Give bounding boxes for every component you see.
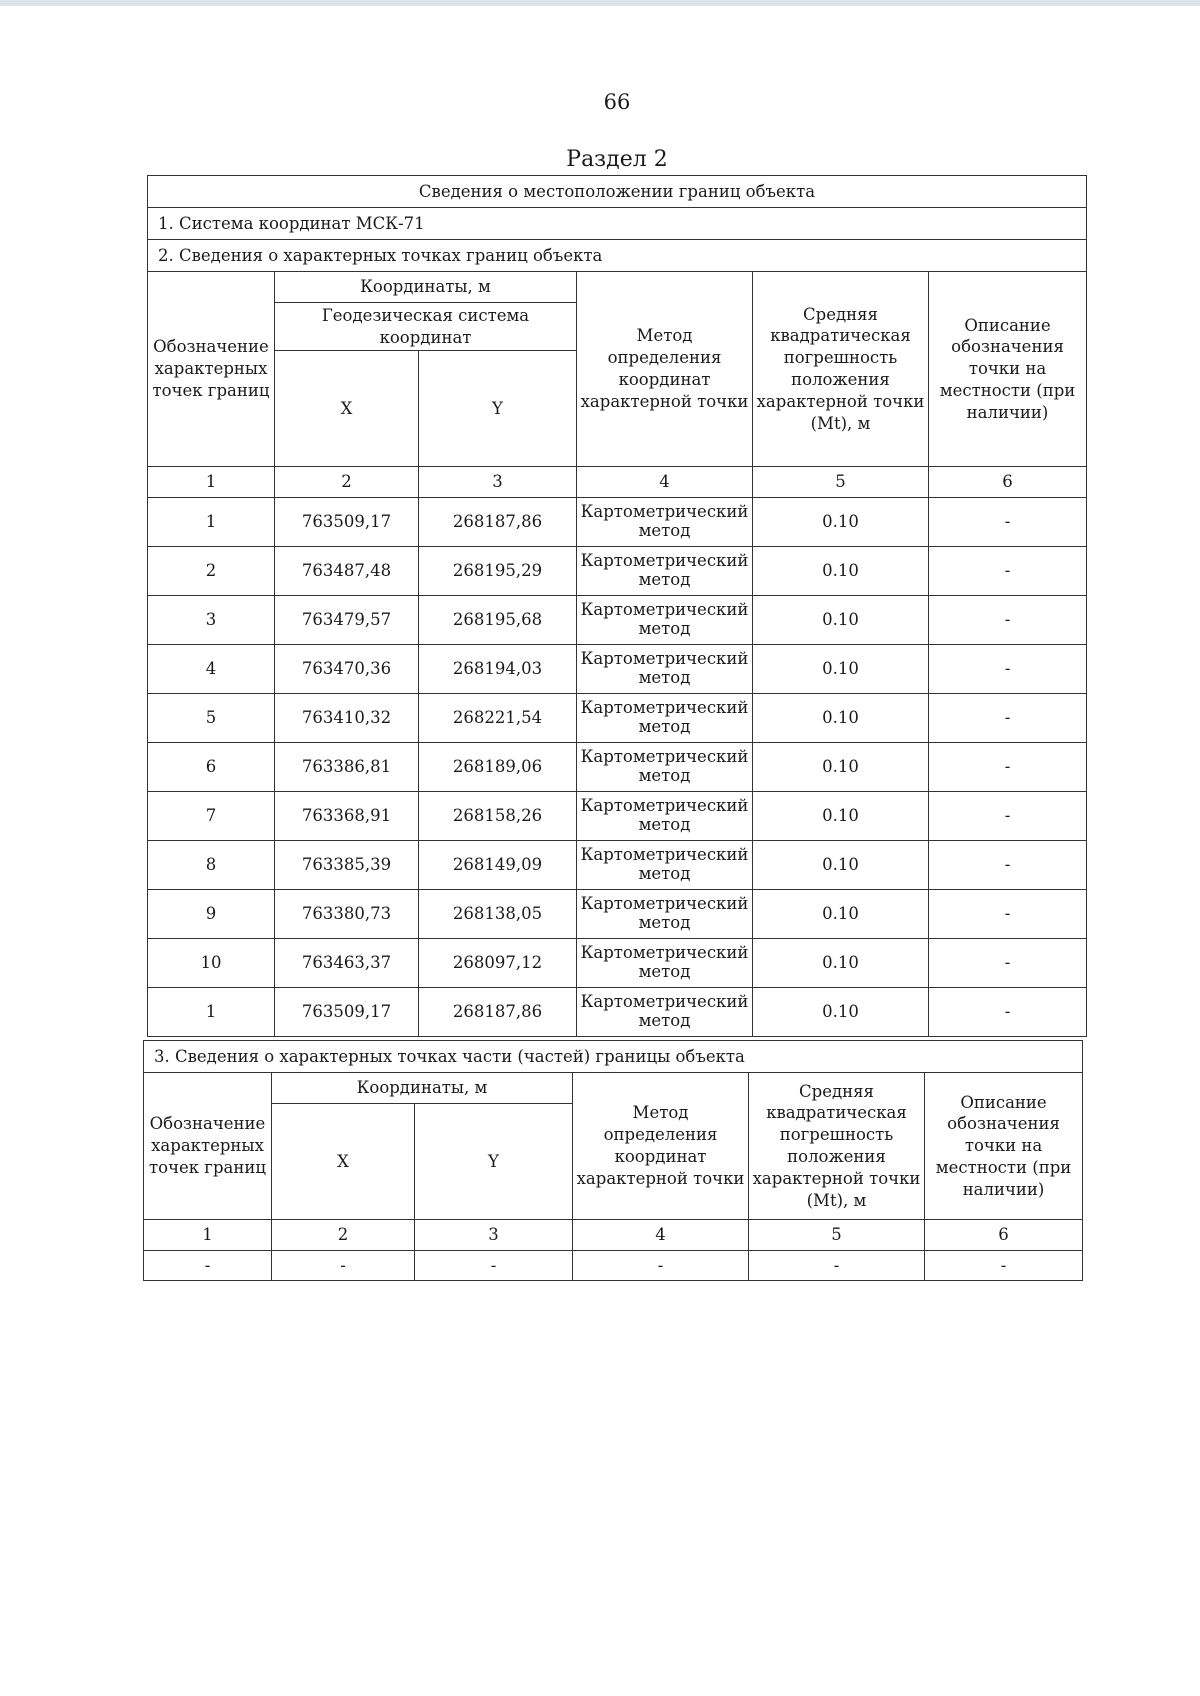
table-row (148, 841, 1087, 890)
column-number: 3 (415, 1220, 573, 1251)
method: Картометрический метод (577, 694, 753, 743)
coord-y: 268187,86 (419, 498, 577, 547)
method: Картометрический метод (577, 547, 753, 596)
point-description: - (929, 841, 1087, 890)
method: Картометрический метод (577, 890, 753, 939)
table-row (148, 694, 1087, 743)
coord-y: 268221,54 (419, 694, 577, 743)
points-section-heading: 2. Сведения о характерных точках границ объекта (148, 240, 1087, 272)
table-row (148, 743, 1087, 792)
column-number: 6 (929, 467, 1087, 498)
point-number: 2 (148, 547, 275, 596)
header-error: Средняя квадратическая погрешность положения характерной точки (Mt), м (753, 272, 929, 467)
coord-y: 268149,09 (419, 841, 577, 890)
column-number: 2 (272, 1220, 415, 1251)
mt-error: 0.10 (753, 841, 929, 890)
coord-y: 268097,12 (419, 939, 577, 988)
mt-error: 0.10 (753, 939, 929, 988)
point-description: - (929, 498, 1087, 547)
coord-x: 763470,36 (275, 645, 419, 694)
point-description: - (929, 743, 1087, 792)
point-number: 3 (148, 596, 275, 645)
table-row (148, 792, 1087, 841)
table-row (148, 596, 1087, 645)
mt-error: 0.10 (753, 743, 929, 792)
mt-error: 0.10 (753, 645, 929, 694)
table-row (148, 547, 1087, 596)
point-description: - (929, 547, 1087, 596)
column-number: 4 (577, 467, 753, 498)
column-number-row (144, 1220, 1083, 1251)
mt-error: 0.10 (753, 547, 929, 596)
part-points-heading: 3. Сведения о характерных точках части (частей) границы объекта (144, 1041, 1083, 1073)
method: Картометрический метод (577, 743, 753, 792)
point-description: - (929, 645, 1087, 694)
header-description: Описание обозначения точки на местности (при наличии) (929, 272, 1087, 467)
page-number: 66 (603, 90, 631, 114)
point-description: - (929, 890, 1087, 939)
coord-x: 763463,37 (275, 939, 419, 988)
header-designation: Обозначение характерных точек границ (144, 1073, 272, 1220)
column-number: 1 (148, 467, 275, 498)
coord-y: 268194,03 (419, 645, 577, 694)
column-number: 4 (573, 1220, 749, 1251)
mt-error: - (749, 1251, 925, 1281)
point-number: - (144, 1251, 272, 1281)
table-row (148, 890, 1087, 939)
point-description: - (929, 792, 1087, 841)
mt-error: 0.10 (753, 596, 929, 645)
coord-y: 268187,86 (419, 988, 577, 1037)
point-description: - (929, 694, 1087, 743)
coord-y: 268189,06 (419, 743, 577, 792)
point-description: - (929, 596, 1087, 645)
mt-error: 0.10 (753, 890, 929, 939)
column-number-row (148, 467, 1087, 498)
method: Картометрический метод (577, 498, 753, 547)
column-number: 5 (753, 467, 929, 498)
point-description: - (925, 1251, 1083, 1281)
mt-error: 0.10 (753, 988, 929, 1037)
method: Картометрический метод (577, 988, 753, 1037)
table-row (144, 1251, 1083, 1281)
point-number: 1 (148, 498, 275, 547)
coord-x: - (272, 1251, 415, 1281)
header-description: Описание обозначения точки на местности (при наличии) (925, 1073, 1083, 1220)
coord-x: 763380,73 (275, 890, 419, 939)
header-x: X (272, 1104, 415, 1220)
coord-x: 763487,48 (275, 547, 419, 596)
coordinate-system-label: 1. Система координат МСК-71 (148, 208, 1087, 240)
point-number: 10 (148, 939, 275, 988)
header-coordinates: Координаты, м (272, 1073, 573, 1104)
coord-y: 268158,26 (419, 792, 577, 841)
header-coordinates: Координаты, м (275, 272, 577, 303)
mt-error: 0.10 (753, 498, 929, 547)
coord-y: 268195,68 (419, 596, 577, 645)
section-title: Раздел 2 (566, 147, 668, 172)
header-geodetic-system: Геодезическая система координат (275, 303, 577, 351)
point-number: 6 (148, 743, 275, 792)
header-y: Y (419, 351, 577, 467)
table-row (148, 988, 1087, 1037)
header-method: Метод определения координат характерной точки (573, 1073, 749, 1220)
table-title: Сведения о местоположении границ объекта (148, 176, 1087, 208)
boundary-part-table (143, 1040, 1083, 1281)
table-row (148, 498, 1087, 547)
table-row (148, 645, 1087, 694)
scan-top-edge (0, 0, 1200, 6)
method: Картометрический метод (577, 792, 753, 841)
table-row (148, 939, 1087, 988)
coord-x: 763386,81 (275, 743, 419, 792)
column-number: 5 (749, 1220, 925, 1251)
coord-x: 763509,17 (275, 988, 419, 1037)
method: Картометрический метод (577, 645, 753, 694)
coord-x: 763385,39 (275, 841, 419, 890)
method: - (573, 1251, 749, 1281)
point-number: 5 (148, 694, 275, 743)
point-number: 9 (148, 890, 275, 939)
method: Картометрический метод (577, 939, 753, 988)
header-y: Y (415, 1104, 573, 1220)
coord-x: 763368,91 (275, 792, 419, 841)
header-error: Средняя квадратическая погрешность положения характерной точки (Mt), м (749, 1073, 925, 1220)
coord-y: - (415, 1251, 573, 1281)
method: Картометрический метод (577, 596, 753, 645)
point-number: 1 (148, 988, 275, 1037)
column-number: 3 (419, 467, 577, 498)
coord-x: 763479,57 (275, 596, 419, 645)
mt-error: 0.10 (753, 792, 929, 841)
point-number: 4 (148, 645, 275, 694)
point-description: - (929, 939, 1087, 988)
coord-y: 268195,29 (419, 547, 577, 596)
header-method: Метод определения координат характерной точки (577, 272, 753, 467)
header-designation: Обозначение характерных точек границ (148, 272, 275, 467)
point-number: 7 (148, 792, 275, 841)
column-number: 2 (275, 467, 419, 498)
column-number: 1 (144, 1220, 272, 1251)
method: Картометрический метод (577, 841, 753, 890)
boundary-location-table (147, 175, 1087, 1037)
column-number: 6 (925, 1220, 1083, 1251)
mt-error: 0.10 (753, 694, 929, 743)
coord-y: 268138,05 (419, 890, 577, 939)
point-number: 8 (148, 841, 275, 890)
header-x: X (275, 351, 419, 467)
point-description: - (929, 988, 1087, 1037)
coord-x: 763410,32 (275, 694, 419, 743)
coord-x: 763509,17 (275, 498, 419, 547)
